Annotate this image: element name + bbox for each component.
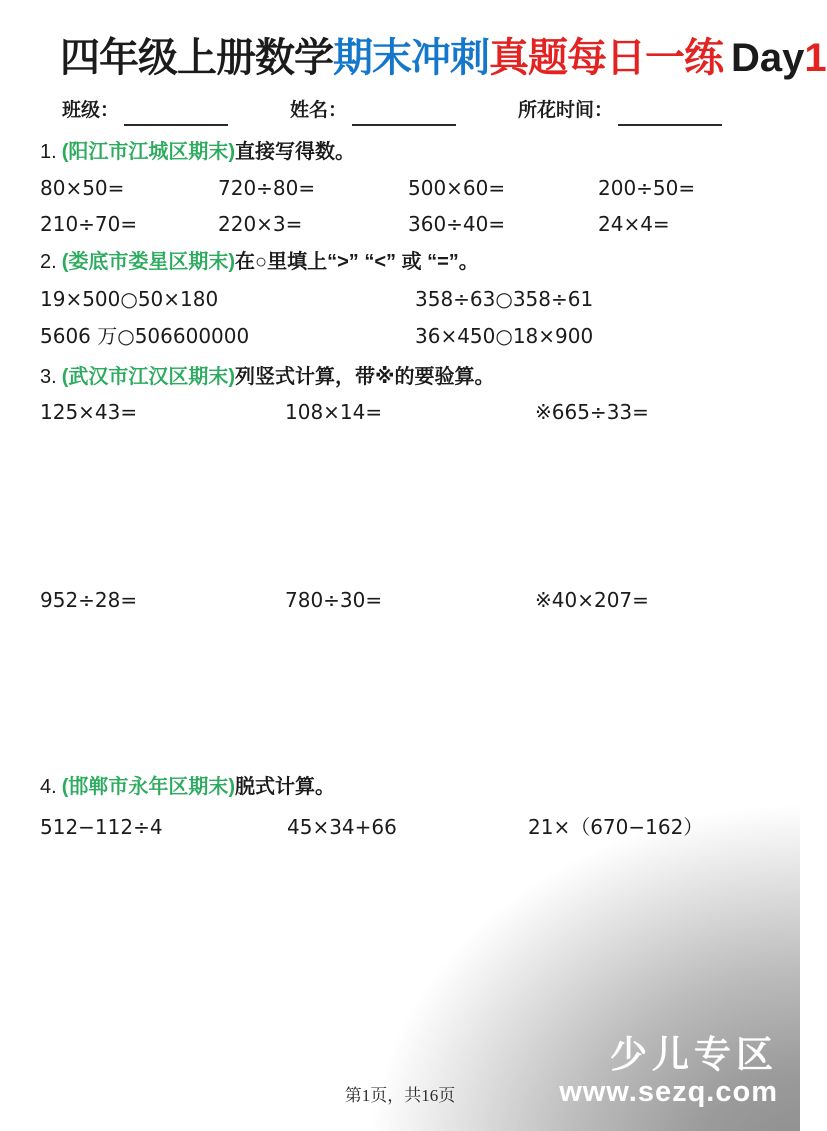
page-title	[60, 34, 827, 82]
section-4-instruction: 脱式计算。	[235, 776, 336, 798]
section-1-source: (阳江市江城区期末)	[61, 141, 236, 163]
section-1-number: 1.	[40, 141, 57, 163]
section-1-instruction: 直接写得数。	[235, 141, 356, 163]
class-field	[62, 96, 228, 126]
title-part-black: 四年级上册数学	[60, 36, 333, 80]
section-4-number: 4.	[40, 776, 57, 798]
title-day-number: 1	[804, 36, 827, 80]
watermark	[559, 1034, 778, 1108]
math-expression: 45×34+66	[287, 815, 397, 839]
page-number: 第1页，共16页	[344, 1086, 456, 1105]
title-day-label: Day	[731, 36, 805, 80]
math-expression: 19×500○50×180	[40, 287, 219, 311]
section-4-row-1	[40, 814, 790, 840]
section-3-instruction: 列竖式计算，带※的要验算。	[235, 366, 495, 388]
section-1-row-2	[40, 211, 790, 237]
section-4-source: (邯郸市永年区期末)	[61, 776, 236, 798]
math-expression: ※40×207=	[535, 588, 649, 612]
title-part-blue: 期末冲刺	[333, 36, 489, 80]
math-expression: 780÷30=	[285, 588, 383, 612]
name-blank-line	[352, 102, 456, 126]
section-3-header	[40, 364, 780, 390]
section-3-number: 3.	[40, 366, 57, 388]
math-expression: 952÷28=	[40, 588, 138, 612]
math-expression: 720÷80=	[218, 176, 316, 200]
name-label: 姓名：	[289, 100, 347, 121]
time-field	[518, 96, 722, 126]
math-expression: 210÷70=	[40, 212, 138, 236]
section-2-number: 2.	[40, 251, 57, 273]
section-1-header	[40, 139, 780, 165]
math-expression: 500×60=	[408, 176, 506, 200]
time-label: 所花时间：	[517, 100, 613, 121]
section-2-instruction: 在○里填上“>” “<” 或 “=”。	[235, 251, 479, 273]
watermark-site-name: 少儿专区	[610, 1034, 778, 1075]
math-expression: 21×（670−162）	[528, 815, 704, 839]
math-expression: ※665÷33=	[535, 400, 649, 424]
section-2-header	[40, 249, 780, 275]
section-2-row-1	[40, 286, 790, 312]
math-expression: 24×4=	[598, 212, 670, 236]
math-expression: 108×14=	[285, 400, 383, 424]
math-expression: 220×3=	[218, 212, 303, 236]
math-expression: 80×50=	[40, 176, 125, 200]
math-expression: 512−112÷4	[40, 815, 163, 839]
math-expression: 358÷63○358÷61	[415, 287, 594, 311]
math-expression: 200÷50=	[598, 176, 696, 200]
math-expression: 5606 万○506600000	[40, 324, 250, 348]
section-1-row-1	[40, 175, 790, 201]
math-expression: 125×43=	[40, 400, 138, 424]
math-expression: 360÷40=	[408, 212, 506, 236]
section-3-row-2	[40, 587, 790, 613]
section-3-row-1	[40, 399, 790, 425]
class-blank-line	[124, 102, 228, 126]
math-expression: 36×450○18×900	[415, 324, 594, 348]
watermark-site-url: www.sezq.com	[559, 1076, 778, 1108]
time-blank-line	[618, 102, 722, 126]
info-line	[62, 96, 722, 126]
section-3-source: (武汉市江汉区期末)	[61, 366, 236, 388]
section-2-row-2	[40, 323, 790, 349]
section-4-header	[40, 774, 780, 800]
title-part-red: 真题每日一练	[489, 36, 723, 80]
section-2-source: (娄底市娄星区期末)	[61, 251, 236, 273]
class-label: 班级：	[62, 100, 120, 121]
name-field	[290, 96, 456, 126]
